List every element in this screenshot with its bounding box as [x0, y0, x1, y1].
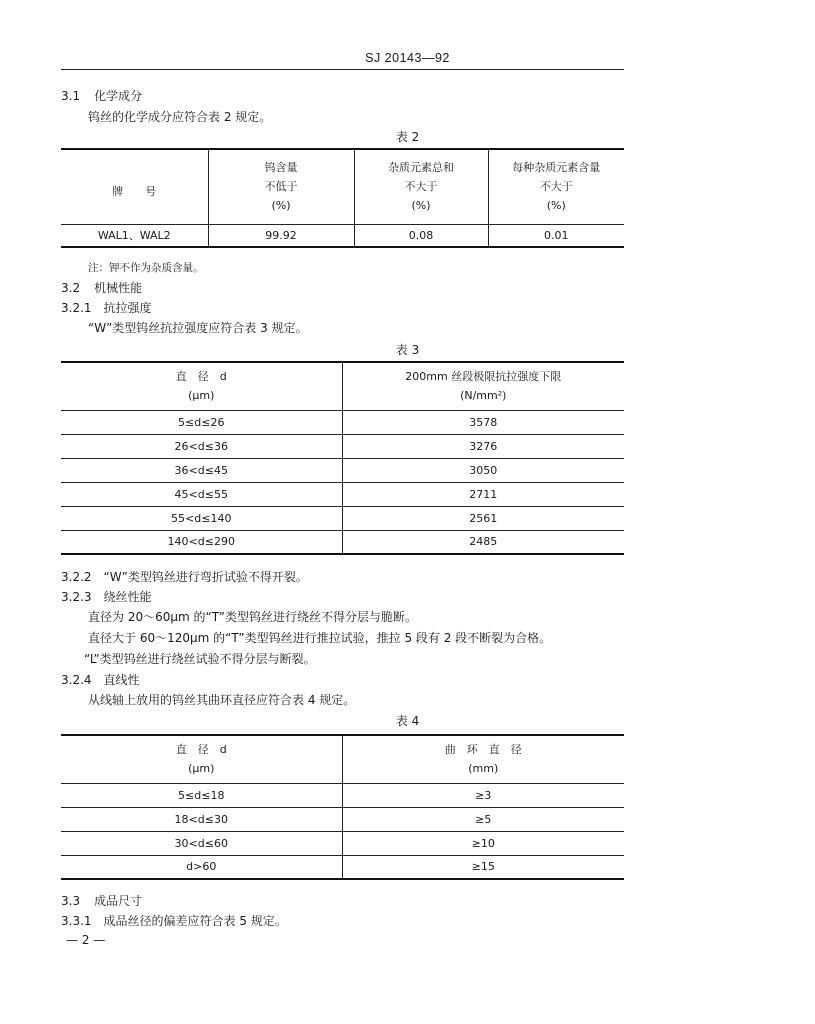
header-rule	[61, 69, 624, 70]
table-cell: 3578	[342, 410, 624, 434]
section-title: 直线性	[103, 673, 140, 687]
section-title: 抗拉强度	[103, 301, 152, 315]
table-2	[61, 148, 624, 248]
table-row	[61, 482, 624, 506]
section-title: 成品尺寸	[94, 894, 143, 908]
header-cell: 钨含量 不低于 (%)	[208, 149, 354, 224]
table-cell: 99.92	[208, 224, 354, 247]
table-cell: 55<d≤140	[171, 511, 232, 525]
section-3-2-1-text: “W”类型钨丝抗拉强度应符合表 3 规定。	[88, 321, 308, 335]
table-2-note: 注：钾不作为杂质含量。	[88, 262, 204, 274]
table-row	[61, 783, 624, 807]
table-2-header-row	[61, 149, 624, 224]
section-number: 3.1	[61, 89, 81, 103]
section-number: 3.2.2	[61, 570, 92, 584]
header-cell: 曲 环 直 径 (mm)	[342, 735, 624, 783]
table-cell: 3050	[342, 458, 624, 482]
table-3-header-row	[61, 362, 624, 410]
section-3-3-heading	[61, 892, 142, 909]
table-row	[61, 506, 624, 530]
section-3-2-2	[61, 568, 308, 585]
header-cell: 直 径 d (μm)	[175, 743, 227, 776]
section-number: 3.2.3	[61, 590, 92, 604]
section-number: 3.2.4	[61, 673, 92, 687]
section-3-2-1-heading	[61, 299, 152, 316]
table-cell: 45<d≤55	[174, 487, 228, 501]
section-3-2-4-heading	[61, 671, 140, 688]
table-cell: ≥5	[342, 807, 624, 831]
page-number: — 2 —	[66, 933, 106, 947]
table-cell: d>60	[186, 860, 217, 874]
table-cell: WAL1、WAL2	[97, 229, 171, 243]
table-cell: 5≤d≤26	[178, 415, 225, 429]
section-number: 3.2	[61, 281, 81, 295]
section-number: 3.3.1	[61, 914, 92, 928]
section-text: “W”类型钨丝进行弯折试验不得开裂。	[103, 570, 308, 584]
table-cell: ≥10	[342, 831, 624, 855]
table-row	[61, 855, 624, 879]
section-3-2-3-line: 直径大于 60～120μm 的“T”类型钨丝进行推拉试验，推拉 5 段有 2 段不断裂为合格。	[88, 631, 552, 645]
table-cell: 36<d≤45	[174, 463, 228, 477]
section-number: 3.3	[61, 894, 81, 908]
table-cell: 18<d≤30	[174, 812, 228, 826]
table-row	[61, 831, 624, 855]
section-3-1-text: 钨丝的化学成分应符合表 2 规定。	[88, 110, 272, 124]
section-3-1-heading	[61, 87, 142, 104]
table-cell: 2485	[342, 530, 624, 554]
table-3	[61, 361, 624, 555]
table-row	[61, 530, 624, 554]
table-cell: 26<d≤36	[174, 439, 228, 453]
header-cell: 每种杂质元素含量 不大于 (%)	[488, 149, 624, 224]
table-cell: 0.01	[488, 224, 624, 247]
section-3-2-4-text: 从线轴上放用的钨丝其曲环直径应符合表 4 规定。	[88, 693, 356, 707]
table-2-caption: 表 2	[395, 130, 420, 144]
document-code: SJ 20143—92	[365, 51, 450, 65]
table-row	[61, 458, 624, 482]
table-cell: 0.08	[354, 224, 488, 247]
section-title: 机械性能	[94, 281, 143, 295]
table-row	[61, 434, 624, 458]
table-row	[61, 224, 624, 247]
header-cell: 直 径 d (μm)	[175, 370, 227, 403]
table-cell: ≥15	[342, 855, 624, 879]
section-3-2-3-line: 直径为 20～60μm 的“T”类型钨丝进行绕丝不得分层与脆断。	[88, 610, 417, 624]
section-number: 3.2.1	[61, 301, 92, 315]
table-cell: ≥3	[342, 783, 624, 807]
section-text: 成品丝径的偏差应符合表 5 规定。	[103, 914, 287, 928]
table-cell: 2711	[342, 482, 624, 506]
table-4	[61, 734, 624, 880]
table-4-caption: 表 4	[395, 714, 420, 728]
table-cell: 3276	[342, 434, 624, 458]
section-3-3-1	[61, 912, 287, 929]
table-cell: 2561	[342, 506, 624, 530]
table-cell: 30<d≤60	[174, 836, 228, 850]
header-cell: 200mm 丝段极限抗拉强度下限 (N/mm²)	[342, 362, 624, 410]
table-row	[61, 410, 624, 434]
table-4-header-row	[61, 735, 624, 783]
table-3-caption: 表 3	[395, 343, 420, 357]
section-3-2-3-heading	[61, 588, 152, 605]
section-3-2-heading	[61, 279, 142, 296]
section-title: 绕丝性能	[103, 590, 152, 604]
table-cell: 140<d≤290	[167, 535, 235, 549]
table-cell: 5≤d≤18	[178, 788, 225, 802]
section-3-2-3-line: “L”类型钨丝进行绕丝试验不得分层与断裂。	[84, 652, 316, 666]
header-cell: 杂质元素总和 不大于 (%)	[354, 149, 488, 224]
section-title: 化学成分	[94, 89, 143, 103]
table-row	[61, 807, 624, 831]
header-cell: 牌 号	[112, 184, 157, 198]
